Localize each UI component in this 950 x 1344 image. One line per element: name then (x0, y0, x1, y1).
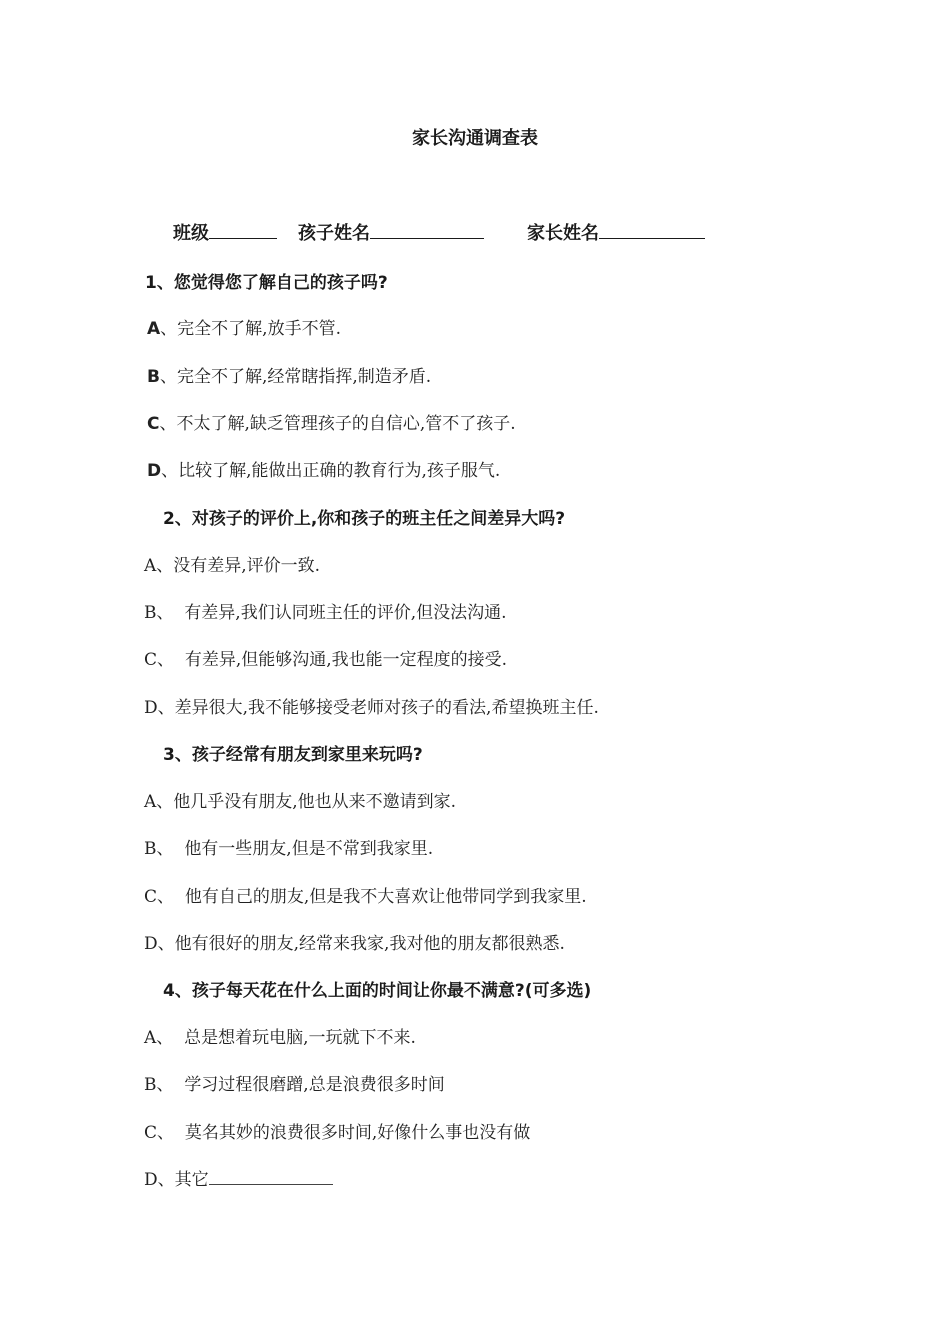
parent-name-field (527, 219, 705, 245)
question-1-option-d[interactable]: D、比较了解,能做出正确的教育行为,孩子服气. (147, 461, 501, 481)
question-2: 2、对孩子的评价上,你和孩子的班主任之间差异大吗? (163, 509, 566, 529)
question-1: 1、您觉得您了解自己的孩子吗? (145, 273, 388, 293)
page-title: 家长沟通调查表 (412, 128, 538, 149)
question-2-option-d[interactable]: D、差异很大,我不能够接受老师对孩子的看法,希望换班主任. (144, 698, 599, 718)
question-4-option-d[interactable]: D、其它 (144, 1165, 333, 1190)
question-3-option-c[interactable]: C、 他有自己的朋友,但是我不大喜欢让他带同学到我家里. (144, 887, 587, 907)
question-4-option-c[interactable]: C、 莫名其妙的浪费很多时间,好像什么事也没有做 (144, 1123, 531, 1143)
question-3-option-b[interactable]: B、 他有一些朋友,但是不常到我家里. (144, 839, 434, 859)
question-3: 3、孩子经常有朋友到家里来玩吗? (163, 745, 423, 765)
question-1-option-c[interactable]: C、不太了解,缺乏管理孩子的自信心,管不了孩子. (147, 414, 516, 434)
parent-name-label: 家长姓名 (527, 223, 599, 244)
question-3-option-a[interactable]: A、他几乎没有朋友,他也从来不邀请到家. (144, 792, 457, 812)
question-1-option-b[interactable]: B、完全不了解,经常瞎指挥,制造矛盾. (147, 367, 432, 387)
child-name-blank[interactable] (370, 219, 484, 239)
other-blank[interactable] (209, 1167, 333, 1185)
question-2-option-a[interactable]: A、没有差异,评价一致. (144, 556, 321, 576)
parent-name-blank[interactable] (599, 219, 705, 239)
class-blank[interactable] (209, 219, 277, 239)
question-2-option-b[interactable]: B、 有差异,我们认同班主任的评价,但没法沟通. (144, 603, 507, 623)
question-4-option-b[interactable]: B、 学习过程很磨蹭,总是浪费很多时间 (144, 1075, 445, 1095)
question-4: 4、孩子每天花在什么上面的时间让你最不满意?(可多选) (163, 981, 592, 1001)
question-1-option-a[interactable]: A、完全不了解,放手不管. (147, 319, 341, 339)
class-field (173, 219, 277, 245)
child-name-field (298, 219, 484, 245)
child-name-label: 孩子姓名 (298, 223, 370, 244)
class-label: 班级 (173, 223, 209, 244)
question-3-option-d[interactable]: D、他有很好的朋友,经常来我家,我对他的朋友都很熟悉. (144, 934, 565, 954)
question-2-option-c[interactable]: C、 有差异,但能够沟通,我也能一定程度的接受. (144, 650, 508, 670)
question-4-option-a[interactable]: A、 总是想着玩电脑,一玩就下不来. (144, 1028, 416, 1048)
